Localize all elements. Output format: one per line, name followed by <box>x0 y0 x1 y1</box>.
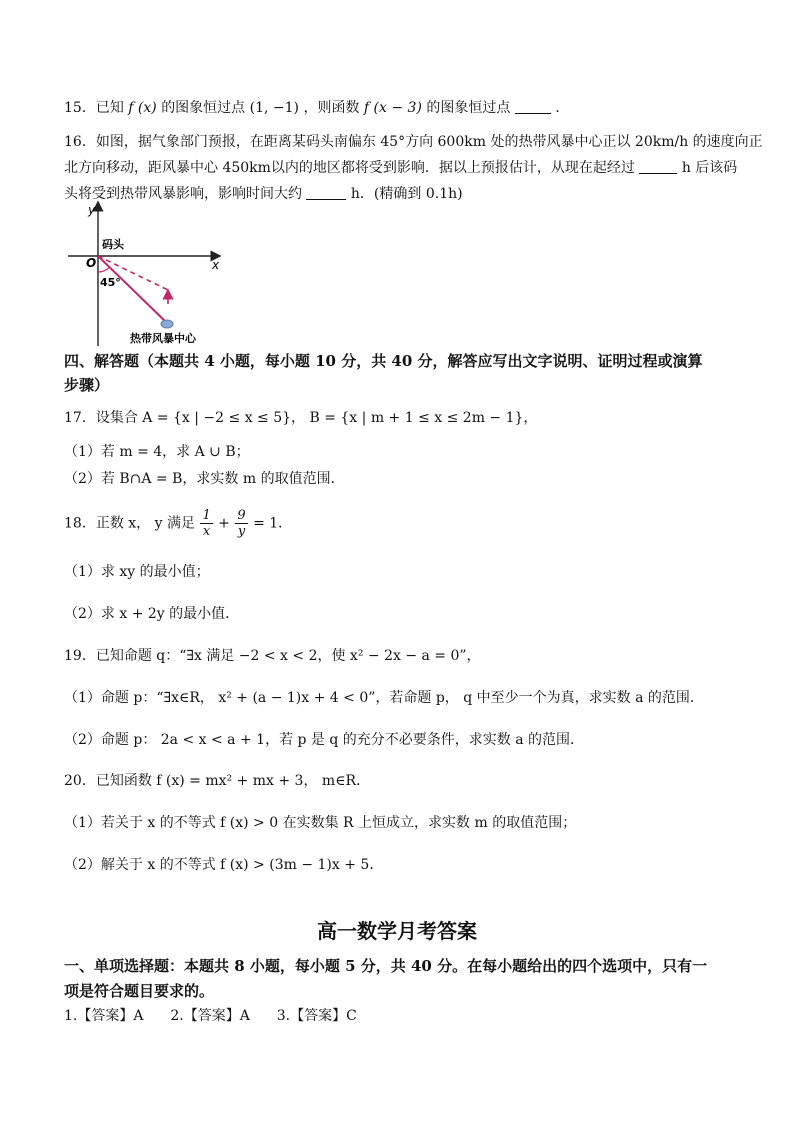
q15-shifted-function: f (x − 3) <box>363 100 422 116</box>
fraction-2-numerator: 9 <box>237 508 246 523</box>
origin-label: O <box>86 256 97 270</box>
angle-label: 45° <box>100 276 121 289</box>
q15-text-1: 的图象恒过点 <box>161 100 246 116</box>
q15-text-3: 的图象恒过点 <box>426 100 511 116</box>
answer-title: 高一数学月考答案 <box>317 919 477 943</box>
question-17-part-1: （1）若 m = 4，求 A ∪ B； <box>64 444 250 460</box>
section-4-header <box>64 349 736 397</box>
q15-prefix: 15．已知 <box>64 100 124 116</box>
question-20-stem: 20．已知函数 f (x) = mx² + mx + 3， m∈R． <box>64 773 371 789</box>
question-18-stem <box>64 508 292 539</box>
q15-suffix: . <box>555 100 560 116</box>
q16-line3-text: 头将受到热带风暴影响，影响时间大约 <box>64 186 302 202</box>
fraction-2-denominator: y <box>237 524 246 539</box>
y-axis-label: y <box>88 203 96 217</box>
section-4-line-1: 四、解答题（本题共 4 小题，每小题 10 分，共 40 分，解答应写出文字说明、证明过程或演算 <box>64 352 703 370</box>
q18-stem-tail: = 1． <box>253 515 293 532</box>
fraction-1-over-x <box>200 508 212 539</box>
dock-label: 码头 <box>102 238 124 251</box>
question-18-part-2: （2）求 x + 2y 的最小值． <box>64 606 240 622</box>
storm-center-marker <box>161 320 173 328</box>
question-16-line-2 <box>64 158 737 178</box>
q15-point: (1, −1) <box>249 100 300 116</box>
question-19-part-1: （1）命题 p：“∃x∈R， x² + (a − 1)x + 4 < 0”，若命题 p， q 中至少一个为真，求实数 a 的范围． <box>64 690 704 706</box>
question-19-part-2: （2）命题 p： 2a < x < a + 1，若 p 是 q 的充分不必要条件，求实数 a 的范围． <box>64 732 585 748</box>
section-1-line-2: 项是符合题目要求的。 <box>64 982 215 1000</box>
section-1-header <box>64 954 736 1004</box>
answer-1: 1.【答案】A <box>64 1008 144 1024</box>
answer-2: 2.【答案】A <box>170 1008 250 1024</box>
q15-answer-blank <box>515 99 551 114</box>
q16-line2-tail: h 后该码 <box>681 160 738 176</box>
question-17-stem: 17．设集合 A = {x | −2 ≤ x ≤ 5}， B = {x | m + 1 ≤ x ≤ 2m − 1}， <box>64 410 538 426</box>
answers-row <box>64 1006 357 1026</box>
section-4-line-2: 步骤） <box>64 376 110 394</box>
fraction-1-denominator: x <box>202 524 211 539</box>
question-15 <box>64 98 560 118</box>
question-18-part-1: （1）求 xy 的最小值； <box>64 564 210 580</box>
q18-stem-text: 18．正数 x， y 满足 <box>64 515 195 532</box>
plus-sign: + <box>218 515 230 532</box>
question-20-part-1: （1）若关于 x 的不等式 f (x) > 0 在实数集 R 上恒成立，求实数 m 的取值范围； <box>64 815 577 831</box>
q16-blank-1 <box>639 159 677 174</box>
storm-diagram <box>64 200 224 348</box>
q16-blank-2 <box>306 185 346 200</box>
q16-line3-tail: h．(精确到 0.1h) <box>350 186 463 202</box>
fraction-9-over-y <box>235 508 247 539</box>
fraction-1-numerator: 1 <box>202 508 211 523</box>
q16-line2-text: 北方向移动，距风暴中心 450km以内的地区都将受到影响．据以上预报估计，从现在起经过 <box>64 160 635 176</box>
question-20-part-2: （2）解关于 x 的不等式 f (x) > (3m − 1)x + 5． <box>64 857 384 873</box>
q15-text-2: ，则函数 <box>303 100 360 116</box>
q15-function: f (x) <box>128 100 157 116</box>
question-19-stem: 19．已知命题 q：“∃x 满足 −2 < x < 2，使 x² − 2x − a = 0”， <box>64 648 481 664</box>
storm-distance-line <box>98 256 166 322</box>
answer-3: 3.【答案】C <box>276 1008 357 1024</box>
section-1-line-1: 一、单项选择题：本题共 8 小题，每小题 5 分，共 40 分。在每小题给出的四个选项中，只有一 <box>64 957 708 975</box>
x-axis-label: x <box>212 258 220 272</box>
question-17-part-2: （2）若 B∩A = B，求实数 m 的取值范围． <box>64 471 345 487</box>
angle-arc <box>98 267 109 272</box>
question-16-line-1: 16．如图，据气象部门预报，在距离某码头南偏东 45°方向 600km 处的热带风暴中心正以 20km/h 的速度向正 <box>64 134 763 150</box>
storm-center-label: 热带风暴中心 <box>130 332 196 345</box>
